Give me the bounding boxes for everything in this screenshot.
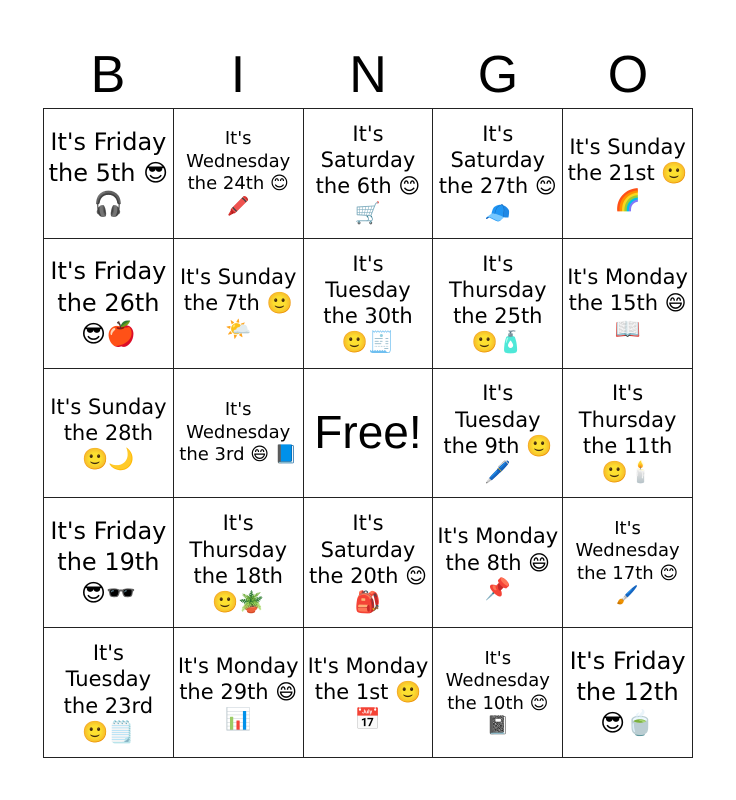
bingo-header — [43, 42, 693, 108]
bingo-cell[interactable] — [563, 498, 693, 628]
bingo-cell[interactable] — [174, 369, 304, 499]
bingo-cell-text: It's Tuesday the 30th 🙂🧾 — [323, 251, 413, 355]
bingo-cell-text: It's Friday the 19th 😎🕶️ — [50, 517, 167, 608]
bingo-cell-text: It's Tuesday the 23rd 🙂🗒️ — [63, 641, 154, 744]
bingo-cell[interactable] — [44, 628, 174, 758]
bingo-cell-text: It's Sunday the 28th 🙂🌙 — [50, 394, 167, 472]
bingo-cell[interactable] — [563, 628, 693, 758]
header-letter-o: O — [607, 46, 649, 104]
bingo-cell[interactable] — [433, 498, 563, 628]
bingo-cell-text: It's Wednesday the 3rd 😄 📘 — [179, 399, 298, 466]
bingo-cell-text: It's Friday the 5th 😎🎧 — [48, 127, 169, 218]
bingo-cell[interactable] — [563, 369, 693, 499]
bingo-cell[interactable] — [304, 628, 434, 758]
bingo-cell-text: It's Sunday the 7th 🙂 🌤️ — [179, 264, 297, 342]
bingo-cell-text: It's Thursday the 18th 🙂🪴 — [189, 511, 288, 615]
bingo-cell-text: It's Monday the 1st 🙂 📅 — [307, 654, 429, 731]
bingo-cell-text: It's Wednesday the 24th 😊 🖍️ — [186, 128, 291, 217]
bingo-cell[interactable] — [433, 239, 563, 369]
bingo-cell-text: It's Monday the 8th 😄 📌 — [437, 524, 559, 601]
bingo-cell[interactable] — [174, 628, 304, 758]
bingo-cell-text: It's Friday the 26th 😎🍎 — [50, 257, 167, 348]
bingo-cell-text: It's Saturday the 20th 😊🎒 — [309, 511, 427, 615]
bingo-cell[interactable] — [433, 628, 563, 758]
bingo-cell-text: It's Monday the 15th 😄📖 — [567, 264, 688, 342]
bingo-cell-text: Free! — [314, 406, 422, 459]
bingo-cell[interactable] — [304, 498, 434, 628]
bingo-cell-text: It's Wednesday the 10th 😊 📓 — [445, 647, 550, 737]
bingo-cell[interactable] — [44, 369, 174, 499]
bingo-cell[interactable] — [174, 109, 304, 239]
bingo-cell-text: It's Tuesday the 9th 🙂 🖊️ — [443, 381, 553, 485]
bingo-cell-text: It's Thursday the 25th 🙂🧴 — [448, 251, 547, 355]
header-letter-i: I — [230, 46, 246, 104]
bingo-cell-text: It's Thursday the 11th 🙂🕯️ — [578, 381, 677, 485]
bingo-cell[interactable] — [563, 239, 693, 369]
bingo-cell[interactable] — [44, 239, 174, 369]
bingo-board — [43, 108, 693, 758]
bingo-cell[interactable] — [174, 239, 304, 369]
bingo-cell-free[interactable] — [304, 369, 434, 499]
bingo-cell[interactable] — [174, 498, 304, 628]
bingo-cell-text: It's Monday the 29th 😄📊 — [177, 654, 299, 731]
bingo-cell-text: It's Saturday the 27th 😊🧢 — [438, 121, 557, 225]
bingo-cell[interactable] — [563, 109, 693, 239]
bingo-cell[interactable] — [304, 109, 434, 239]
bingo-cell-text: It's Wednesday the 17th 😊 🖌️ — [575, 517, 680, 607]
bingo-cell-text: It's Friday the 12th 😎🍵 — [569, 646, 686, 738]
bingo-cell[interactable] — [44, 498, 174, 628]
bingo-cell[interactable] — [304, 239, 434, 369]
bingo-cell[interactable] — [44, 109, 174, 239]
header-letter-g: G — [477, 46, 519, 104]
bingo-cell[interactable] — [433, 109, 563, 239]
header-letter-n: N — [349, 46, 387, 104]
bingo-cell[interactable] — [433, 369, 563, 499]
bingo-cell-text: It's Saturday the 6th 😊 🛒 — [315, 121, 421, 225]
header-letter-b: B — [90, 46, 126, 104]
bingo-cell-text: It's Sunday the 21st 🙂🌈 — [567, 135, 688, 212]
